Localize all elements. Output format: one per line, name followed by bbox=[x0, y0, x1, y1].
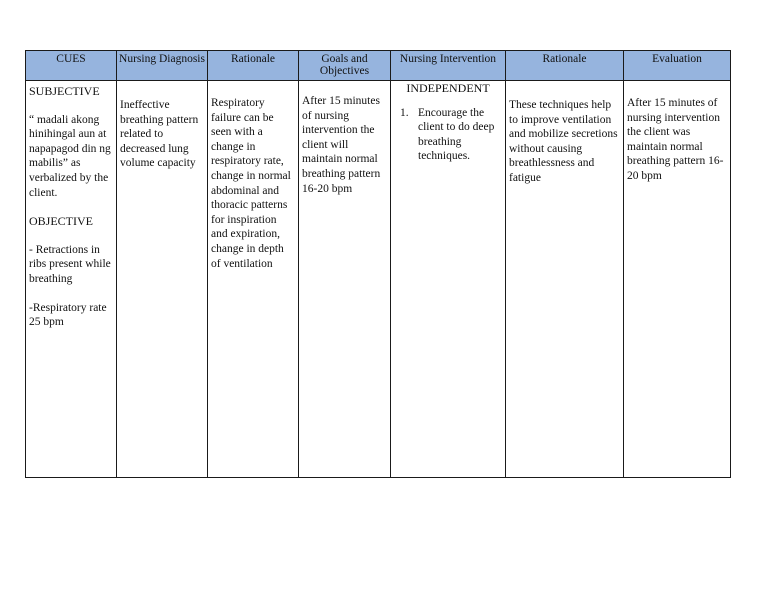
goals-cell bbox=[299, 81, 391, 478]
rationale-text: Respiratory failure can be seen with a change in respiratory rate, change in normal abdominal and thoracic patterns for inspiration and expiration, change in depth of ventilation bbox=[211, 97, 291, 270]
intervention-item-number: 1. bbox=[400, 106, 409, 119]
header-nursing-diagnosis: Nursing Diagnosis bbox=[117, 51, 208, 81]
evaluation-text: After 15 minutes of nursing intervention the client was maintain normal breathing pattern 16-20 bpm bbox=[627, 97, 724, 182]
objective-heading: OBJECTIVE bbox=[29, 214, 93, 229]
rationale-2-cell bbox=[506, 81, 624, 478]
header-goals-and-objectives: Goals and Objectives bbox=[299, 51, 391, 81]
nursing-care-plan-table bbox=[25, 50, 731, 478]
header-cues: CUES bbox=[26, 51, 117, 81]
goals-text: After 15 minutes of nursing intervention the client will maintain normal breathing pattern 16-20 bpm bbox=[302, 95, 381, 195]
diagnosis-cell bbox=[117, 81, 208, 478]
header-evaluation: Evaluation bbox=[624, 51, 731, 81]
header-row bbox=[26, 51, 731, 81]
header-rationale: Rationale bbox=[208, 51, 299, 81]
objective-item: -Respiratory rate 25 bpm bbox=[29, 301, 107, 329]
independent-heading: INDEPENDENT bbox=[406, 81, 490, 95]
cues-cell bbox=[26, 81, 117, 478]
intervention-item-text: Encourage the client to do deep breathing techniques. bbox=[418, 106, 495, 163]
subjective-heading: SUBJECTIVE bbox=[29, 84, 100, 98]
objective-item: - Retractions in ribs present while breathing bbox=[29, 243, 111, 285]
intervention-list-item bbox=[394, 106, 502, 164]
body-row bbox=[26, 81, 731, 478]
rationale-2-text: These techniques help to improve ventilation and mobilize secretions without causing breathlessness and fatigue bbox=[509, 99, 618, 184]
subjective-text: “ madali akong hinihingal aun at napapagod din ng mabilis” as verbalized by the client. bbox=[29, 113, 111, 199]
evaluation-cell bbox=[624, 81, 731, 478]
rationale-cell bbox=[208, 81, 299, 478]
header-nursing-intervention: Nursing Intervention bbox=[391, 51, 506, 81]
header-rationale-2: Rationale bbox=[506, 51, 624, 81]
intervention-cell bbox=[391, 81, 506, 478]
diagnosis-text: Ineffective breathing pattern related to decreased lung volume capacity bbox=[120, 99, 199, 170]
